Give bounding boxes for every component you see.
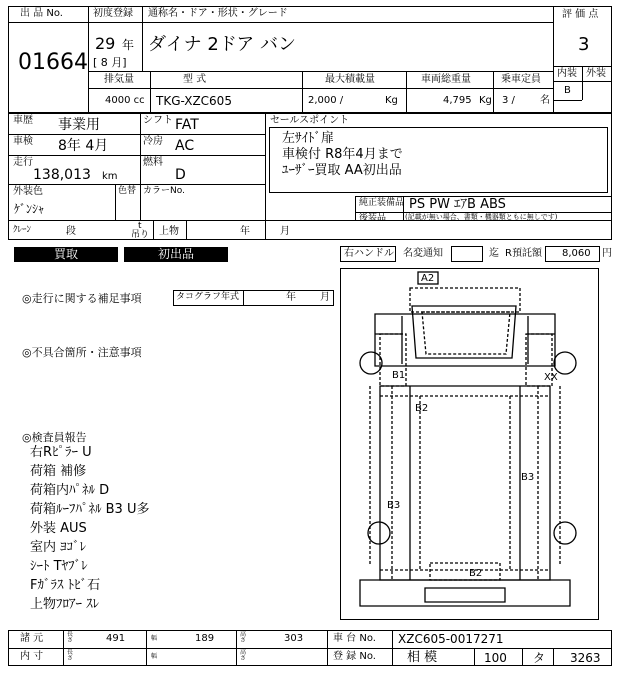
chassis-value: XZC605-0017271 [398,632,504,646]
inspector-line: 荷箱 補修 [30,464,87,479]
first-reg-year: 29 [95,34,116,53]
windshield-inner [422,312,510,354]
exterior-label: 外装 [586,68,606,79]
divider [142,6,143,71]
crane-hang-unit: 吊り [131,230,150,240]
divider [243,290,244,306]
divider [327,630,328,666]
cab-door-line [402,316,528,364]
cargo-box-inner [410,386,520,580]
equipment-value: PS PW ｴｱB ABS [409,197,506,212]
equipment-label: 純正装備品 [359,198,405,208]
vehicle-diagram [340,268,599,620]
divider [553,6,554,113]
color-code-label: 色替 [118,186,137,196]
model-label: 型 式 [183,74,207,85]
divider [8,155,265,156]
cargo-box-edge [380,396,550,570]
buy-tag: 買取 [14,247,118,262]
divider [392,630,393,666]
loaded-month-unit: 月 [280,226,290,237]
mark-b2-bottom: B2 [469,568,483,579]
max-load-value: 2,000 / [308,95,344,106]
divider [493,71,494,113]
year-unit: 年 [122,38,135,52]
gross-weight-value: 4,795 [443,95,472,106]
divider [553,648,554,666]
r-deposit-unit: 円 [602,248,612,259]
divider [582,66,583,100]
divider [150,71,151,113]
ext-color-value: ｹﾞﾝｼｬ [14,202,45,216]
divider [406,71,407,113]
max-load-unit: Kg [385,95,398,106]
history-label: 車歴 [13,115,33,126]
mileage-label: 走行 [13,157,33,168]
inspector-line: Fｶﾞﾗｽ ﾄﾋﾞ石 [30,578,101,593]
ac-value: AC [175,138,195,154]
lot-number: 01664 [18,50,88,75]
divider [553,81,612,82]
outer-width: 189 [195,633,215,644]
outer-dims-label: 諸 元 [20,633,44,644]
inspector-line: 室内 ﾖｺﾞﾚ [30,540,87,555]
first-reg-month: [ 8 月] [93,56,127,69]
sales-point-label: セールスポイント [270,115,350,126]
first-reg-label: 初度登録 [93,8,133,19]
divider [8,184,265,185]
loaded-label: 上物 [159,226,179,237]
car-name: ダイナ 2ドア バン [148,34,296,55]
width-label: 幅 [150,653,157,660]
inspection-label: 車検 [13,136,33,147]
displacement-label: 排気量 [104,74,134,85]
sales-line: ﾕｰｻﾞｰ買取 AA初出品 [282,163,402,178]
capacity-unit: 名 [540,95,550,106]
r-deposit-value: 8,060 [562,248,591,259]
outer-length: 491 [106,633,126,644]
divider [355,196,356,220]
chassis-label: 車 台 No. [333,633,376,644]
divider [88,88,553,89]
divider [88,71,553,72]
shift-label: シフト [143,115,173,126]
defects-label: ◎不具合箇所・注意事項 [22,346,142,359]
rear-bumper-inner [425,588,505,602]
inspector-line: 右Rﾋﾟﾗｰ U [30,445,92,460]
max-load-label: 最大積載量 [325,74,375,85]
car-name-label: 通称名・ドア・形状・グレード [148,8,288,19]
inspector-line: 外装 AUS [30,521,87,536]
divider [302,71,303,113]
divider [140,113,141,220]
wheel-front-right [554,352,576,374]
loaded-year-unit: 年 [240,226,250,237]
aftermarket-label: 後装品 [359,213,387,223]
gross-weight-unit: Kg [479,95,492,106]
reg-area: 相 模 [407,650,438,665]
displacement-value: 4000 cc [105,95,145,106]
divider [522,648,523,666]
mark-b3-right: B3 [521,472,535,483]
inspector-line: 荷箱内ﾊﾟﾈﾙ D [30,483,110,498]
mark-b2-top: B2 [415,403,429,414]
cab-roof-outline [410,288,520,312]
sales-line: 左ｻｲﾄﾞ扉 [282,131,335,146]
divider [8,134,265,135]
tacho-month-unit: 月 [320,292,330,303]
reg-number: 3263 [570,651,601,665]
reg-class: 100 [484,651,507,665]
rear-door [430,563,500,580]
length-label: 長さ [66,631,73,644]
mileage-value: 138,013 [33,167,91,183]
tacho-label: タコグラフ年式 [176,292,240,302]
divider [153,220,154,240]
reg-kana: タ [533,651,546,665]
wheel-rear-left [368,522,390,544]
history-value: 事業用 [58,117,100,133]
height-label: 高さ [239,649,246,662]
inspector-label: ◎検査員報告 [22,431,87,444]
outer-height: 303 [284,633,304,644]
cargo-box-floor [420,396,510,570]
first-listing-tag: 初出品 [124,247,228,262]
inspector-line: ｼｰﾄ Tﾔﾌﾞﾚ [30,559,88,574]
lot-label: 出 品 No. [20,8,63,19]
inspector-line: 上物ﾌﾛｱｰ ｽﾚ [30,597,100,612]
capacity-label: 乗車定員 [501,74,541,85]
cargo-box-outline [380,386,550,580]
mileage-unit: km [102,171,118,182]
model-value: TKG-XZC605 [156,94,232,108]
fuel-value: D [175,167,186,183]
divider [236,630,237,666]
cargo-box-side [392,386,538,580]
divider [63,630,64,666]
r-deposit-label: R預託額 [505,248,542,259]
deadline-mark: 迄 [489,248,499,259]
width-label: 幅 [150,635,157,642]
fuel-label: 燃料 [143,157,163,168]
divider [553,100,582,101]
mark-a2: A2 [421,273,435,284]
interior-label: 内装 [557,68,577,79]
inner-dims-label: 内 寸 [20,651,44,662]
crane-label: ｸﾚｰﾝ [13,225,32,235]
inspection-value: 8年 4月 [58,138,109,154]
divider [474,648,475,666]
right-hand-label: 右ハンドル [344,248,394,259]
wheel-rear-right [554,522,576,544]
divider [88,22,553,23]
interior-grade: B [564,85,571,96]
divider [186,220,187,240]
name-change-label: 名変通知 [403,248,443,259]
driving-notes-label: ◎走行に関する補足事項 [22,292,142,305]
aftermarket-note: (記載が無い場合、書類・機器類ともに無しです) [405,213,558,221]
inspector-line: 荷箱ﾙｰﾌﾊﾟﾈﾙ B3 U多 [30,502,150,517]
grade-label: 評 価 点 [562,9,599,20]
crane-ton-unit: t [138,221,142,231]
mark-xx: XX [544,372,558,383]
divider [8,22,88,23]
height-label: 高さ [239,631,246,644]
gross-weight-label: 車両総重量 [421,74,471,85]
color-no-label: カラーNo. [143,186,185,196]
shift-value: FAT [175,117,199,133]
ext-color-label: 外装色 [13,186,43,197]
sales-line: 車検付 R8年4月まで [282,147,403,162]
mark-b1: B1 [392,370,406,381]
grade-value: 3 [578,34,590,55]
divider [146,630,147,666]
capacity-value: 3 / [502,95,515,106]
reg-label: 登 録 No. [333,651,376,662]
tacho-year-unit: 年 [286,292,296,303]
length-label: 長さ [66,649,73,662]
divider [115,184,116,220]
ac-label: 冷房 [143,136,163,147]
wheel-front-left [360,352,382,374]
crane-step-unit: 段 [66,226,76,237]
name-change-box [451,246,483,262]
mark-b3-left: B3 [387,500,401,511]
